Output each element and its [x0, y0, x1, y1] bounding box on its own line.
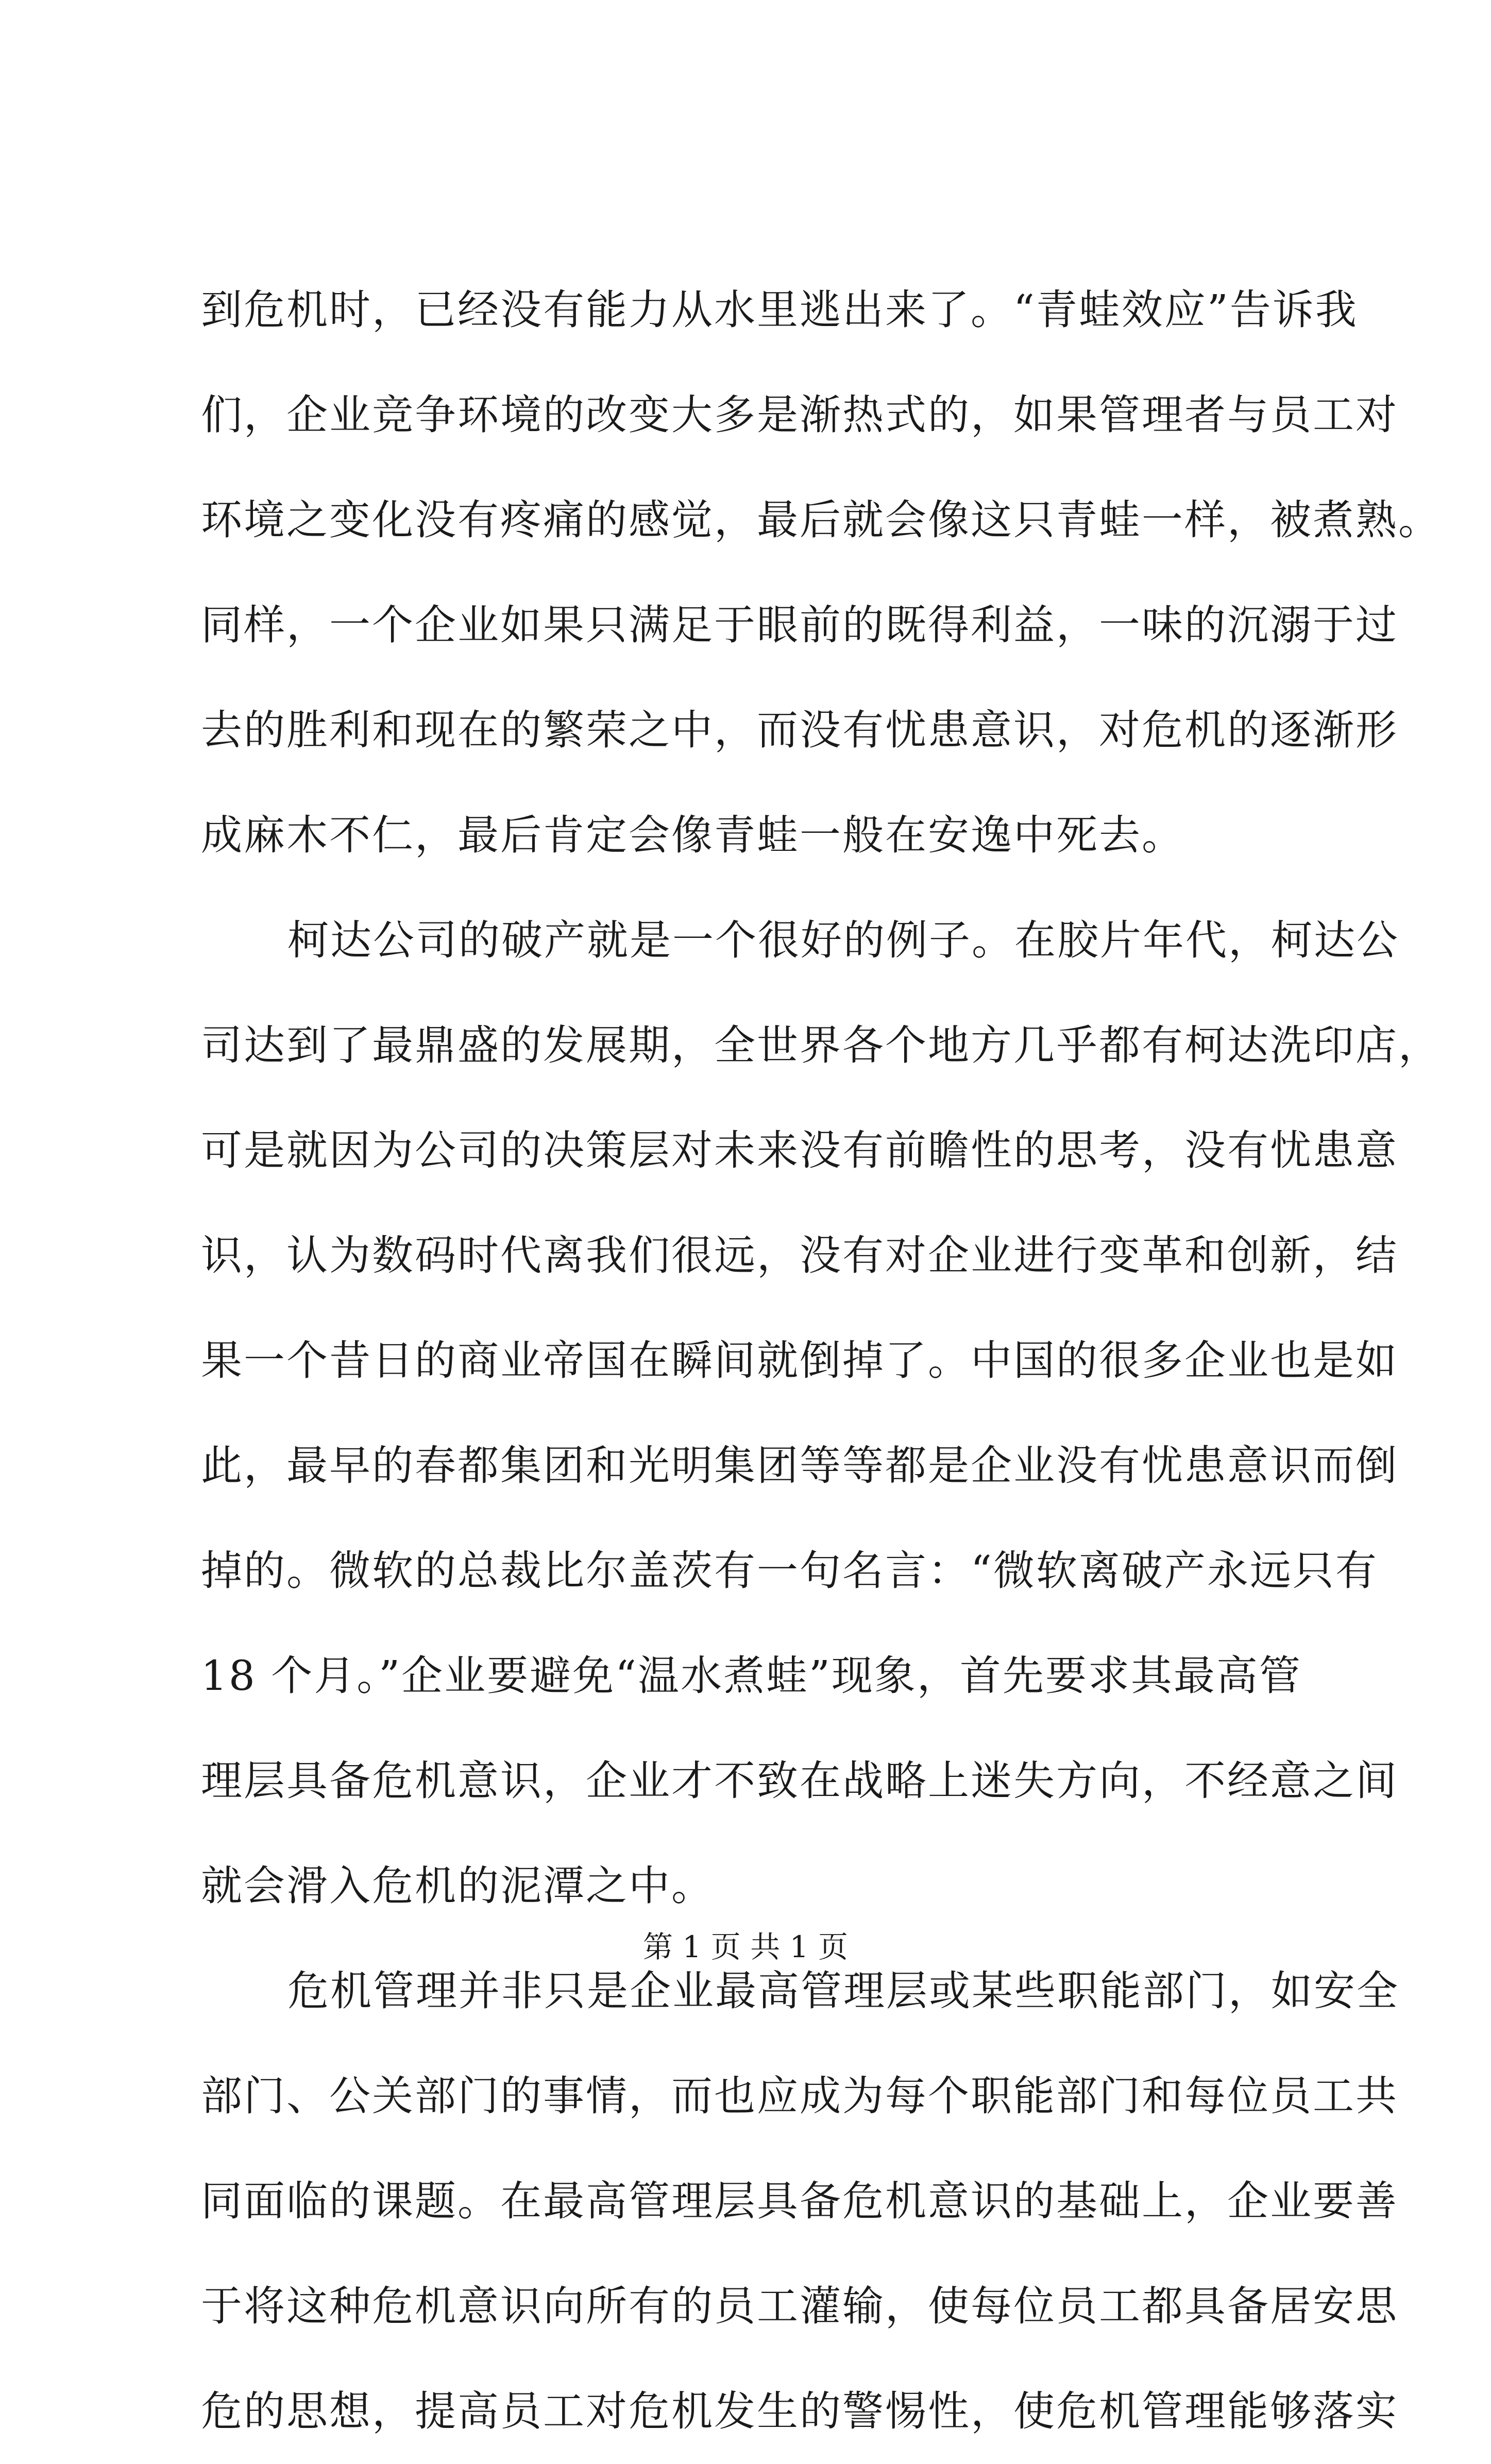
- text-line: 果一个昔日的商业帝国在瞬间就倒掉了。中国的很多企业也是如: [201, 1337, 1398, 1384]
- text-line: 18 个月。”企业要避免“温水煮蛙”现象，首先要求其最高管: [201, 1652, 1302, 1700]
- text-line: 司达到了最鼎盛的发展期，全世界各个地方几乎都有柯达洗印店，: [201, 1021, 1441, 1069]
- text-line: 识，认为数码时代离我们很远，没有对企业进行变革和创新，结: [201, 1231, 1398, 1279]
- text-line: 去的胜利和现在的繁荣之中，而没有忧患意识，对危机的逐渐形: [201, 706, 1398, 754]
- text-line: 于将这种危机意识向所有的员工灌输，使每位员工都具备居安思: [201, 2282, 1398, 2330]
- text-line: 此，最早的春都集团和光明集团等等都是企业没有忧患意识而倒: [201, 1442, 1398, 1490]
- text-line: 理层具备危机意识，企业才不致在战略上迷失方向，不经意之间: [201, 1757, 1398, 1805]
- body-text: [201, 258, 1441, 2464]
- text-line: 掉的。微软的总裁比尔盖茨有一句名言：“微软离破产永远只有: [201, 1547, 1378, 1595]
- text-line: 同样，一个企业如果只满足于眼前的既得利益，一味的沉溺于过: [201, 601, 1398, 649]
- page-number-footer: 第 1 页 共 1 页: [643, 1929, 848, 1964]
- text-line: 成麻木不仁，最后肯定会像青蛙一般在安逸中死去。: [201, 811, 1184, 859]
- paragraph-start-line: 危机管理并非只是企业最高管理层或某些职能部门，如安全: [287, 1967, 1399, 2015]
- text-line: 同面临的课题。在最高管理层具备危机意识的基础上，企业要善: [201, 2177, 1398, 2225]
- text-line: 到危机时，已经没有能力从水里逃出来了。“青蛙效应”告诉我: [201, 286, 1358, 334]
- text-line: 危的思想，提高员工对危机发生的警惕性，使危机管理能够落实: [201, 2387, 1398, 2435]
- text-line: 可是就因为公司的决策层对未来没有前瞻性的思考，没有忧患意: [201, 1126, 1398, 1174]
- text-line: 环境之变化没有疼痛的感觉，最后就会像这只青蛙一样，被煮熟。: [201, 496, 1441, 544]
- paragraph-start-line: 柯达公司的破产就是一个很好的例子。在胶片年代，柯达公: [287, 916, 1399, 964]
- text-line: 们，企业竞争环境的改变大多是渐热式的，如果管理者与员工对: [201, 391, 1398, 439]
- text-line: 就会滑入危机的泥潭之中。: [201, 1862, 714, 1910]
- text-line: 部门、公关部门的事情，而也应成为每个职能部门和每位员工共: [201, 2072, 1398, 2120]
